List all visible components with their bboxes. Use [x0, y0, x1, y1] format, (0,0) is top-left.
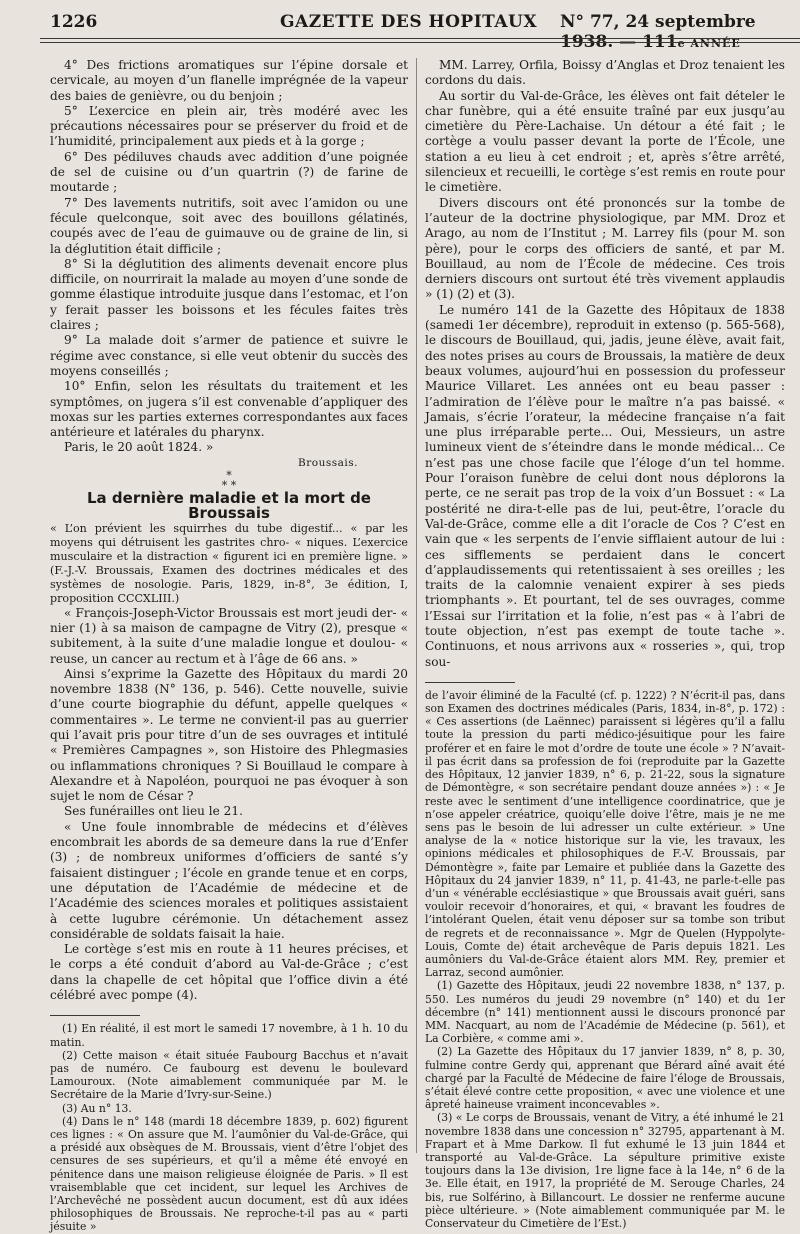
footnote-4: (4) Dans le n° 148 (mardi 18 décembre 1839, p. 602) figurent ces lignes : « On assure que M. l’aumônier du Val-de-Grâce, qui a présidé aux obsèques de M. Broussais, vient d’être l’objet des censures de ses supérieurs, et qu’il a même été envoyé en pénitence dans une maison religieuse éloignée de Paris. » Il est vraisemblable que cet incident, sur lequel les Archives de l’Archevêché ne possèdent aucun document, est dû aux idées philosophiques de Broussais. Ne reproche-t-il pas au « parti jésuite »	[50, 1114, 408, 1234]
footnote-1: (1) En réalité, il est mort le samedi 17 novembre, à 1 h. 10 du matin.	[50, 1022, 408, 1049]
asterism: * * *	[221, 469, 237, 493]
journal-title: GAZETTE DES HOPITAUX	[280, 12, 538, 32]
issue-date	[560, 12, 795, 52]
issue-year-suffix: e ANNÉE	[677, 37, 741, 50]
right-paragraph-4: Le numéro 141 de la Gazette des Hôpitaux de 1838 (samedi 1er décembre), reproduit in extenso (p. 565-568), le discours de Bouillaud, qui, jadis, jeune élève, avait fait, des notes prises au cours de Broussais, la matière de deux beaux volumes, aujourd’hui en possession du professeur Maurice Villaret. Les années ont eu beau passer : l’admiration de l’élève pour le maître n’a pas baissé. « Jamais, s’écrie l’orateur, la médecine française n’a fait une plus irréparable perte... Oui, Messieurs, un astre lumineux vient de s’éteindre dans le monde médical... Ce n’est pas une chose facile que l’éloge d’un tel homme. Pour l’oraison funèbre de celui dont nous déplorons la perte, ce ne serait pas trop de la voix d’un Bossuet : « La postérité ne dira-t-elle pas de lui, peut-être, l’oracle du Val-de-Grâce, comme elle a dit l’oracle de Cos ? C’est en vain que « les serpents de l’envie sifflaient autour de lui : ces sifflements se perdaient dans le concert d’applaudissements qui retentissaient à ses oreilles ; les traits de la calomnie venaient expirer à ses pieds triomphants ». Et pourtant, tel de ses ouvrages, comme l’Essai sur l’irritation et la folie, n’est pas « à l’abri de toute objection, n’est pas exempt de toute tache ». Continuons, et nous arrivons aux « rosseries », qui, trop sou-	[425, 302, 785, 669]
footnote-3: (3) Au n° 13.	[62, 1101, 132, 1115]
footnote-2: (2) Cette maison « était située Faubourg Bacchus et n’avait pas de numéro. Ce faubourg est devenu le boulevard Lamouroux. (Note aimablement communiquée par M. le Secrétaire de la Marie d’Ivry-sur-Seine.)	[50, 1048, 408, 1102]
item-5: 5° L’exercice en plein air, très modéré avec les précautions nécessaires pour se préserver du froid et de l’humidité, principalement aux pieds et à la gorge ;	[50, 103, 408, 149]
page-number: 1226	[50, 12, 98, 32]
right-paragraph-3: Divers discours ont été prononcés sur la tombe de l’auteur de la doctrine physiologique, par MM. Droz et Arago, au nom de l’Institut ; M. Larrey fils (pour M. son père), pour le corps des officiers de santé, et par M. Bouillaud, au nom de l’École de médecine. Ces trois derniers discours ont surtout été très vivement applaudis » (1) (2) et (3).	[425, 195, 785, 302]
right-footnotes	[425, 689, 785, 1230]
epigraph: « L’on prévient les squirrhes du tube digestif... « par les moyens qui détruisent les gastrites chro- « niques. L’exercice musculaire et la distraction « figurent ici en première ligne. » (F.-J.-V. Broussais, Examen des doctrines médicales et des systèmes de nosologie. Paris, 1829, in-8°, 3e édition, I, proposition CCCXLIII.)	[50, 521, 408, 605]
right-paragraph-1: MM. Larrey, Orfila, Boissy d’Anglas et Droz tenaient les cordons du dais.	[425, 58, 785, 88]
body-paragraph-5: Le cortège s’est mis en route à 11 heures précises, et le corps a été conduit d’abord au Val-de-Grâce ; c’est dans la chapelle de cet hôpital que l’office divin a été célébré avec pompe (4).	[50, 942, 408, 1003]
footnote-r3: (3) « Le corps de Broussais, venant de Vitry, a été inhumé le 21 novembre 1838 dans une concession n° 32795, appartenant à M. Frapart et à Mme Darkow. Il fut exhumé le 13 juin 1844 et transporté au Val-de-Grâce. La sépulture primitive existe toujours dans la 13e division, 1re ligne face à la 14e, n° 6 de la 3e. Elle était, en 1917, la propriété de M. Serouge Charles, 24 bis, rue Solférino, à Billancourt. Le dossier ne renferme aucune pièce ultérieure. » (Note aimablement communiquée par M. le Conservateur du Cimetière de l’Est.)	[425, 1111, 785, 1230]
item-6: 6° Des pédiluves chauds avec addition d’une poignée de sel de cuisine ou d’un quartrin (?) de farine de moutarde ;	[50, 149, 408, 195]
item-10: 10° Enfin, selon les résultats du traitement et les symptômes, on jugera s’il est convenable d’appliquer des moxas sur les parties externes correspondantes aux faces antérieure et latérales du pharynx.	[50, 379, 408, 440]
signature-broussais: Broussais.	[298, 456, 358, 469]
right-column	[425, 58, 785, 1230]
item-9: 9° La malade doit s’armer de patience et suivre le régime avec constance, si elle veut obtenir du succès des moyens conseillés ;	[50, 333, 408, 378]
left-column	[50, 58, 408, 1234]
item-4: 4° Des frictions aromatiques sur l’épine dorsale et cervicale, au moyen d’un flanelle imprégnée de la vapeur des baies de genièvre, ou du benjoin ;	[50, 58, 408, 103]
issue-date-text: N° 77, 24 septembre 1938. — 111	[560, 12, 756, 52]
right-paragraph-2: Au sortir du Val-de-Grâce, les élèves ont fait dételer le char funèbre, qui a été ensuite traîné par eux jusqu’au cimetière du Père-Lachaise. Un détour a été fait ; le cortège a voulu passer devant la porte de l’École, une station a eu lieu à cet endroit ; et, après s’être arrêté, silencieux et recueilli, le cortège s’est remis en route pour le cimetière.	[425, 88, 785, 195]
item-7: 7° Des lavements nutritifs, soit avec l’amidon ou une fécule quelconque, soit avec des bouillons gélatinés, coupés avec de l’eau de guimauve ou de graine de lin, si la déglutition était difficile ;	[50, 195, 408, 256]
page-header	[40, 8, 795, 52]
left-footnotes	[50, 1022, 408, 1233]
section-title: La dernière maladie et la mort de Broussais	[87, 489, 371, 523]
body-paragraph-3: Ses funérailles ont lieu le 21.	[64, 804, 243, 819]
right-footnote-separator	[425, 682, 515, 683]
footnote-continuation: de l’avoir éliminé de la Faculté (cf. p. 1222) ? N’écrit-il pas, dans son Examen des doctrines médicales (Paris, 1834, in-8°, p. 172) : « Ces assertions (de Laënnec) paraissent si légères qu’il a fallu toute la pression du parti médico-jésuitique pour les faire proférer et en faire le mot d’ordre de toute une école » ? N’avait-il pas écrit dans sa profession de foi (reproduite par la Gazette des Hôpitaux, 12 janvier 1839, n° 6, p. 21-22, sous la signature de Démontègre, « son secrétaire pendant douze années ») : « Je reste avec le sentiment d’une intelligence coordinatrice, que je n’ose appeler créatrice, quoiqu’elle doive l’être, mais je ne me sens pas le besoin de lui adresser un culte extérieur. » Une analyse de la « notice historique sur la vie, les travaux, les opinions médicales et philosophiques de F.-V. Broussais, par Démontègre », faite par Lemaire et publiée dans la Gazette des Hôpitaux du 24 janvier 1839, n° 11, p. 41-43, ne parle-t-elle pas d’un « vénérable ecclésiastique » que Broussais avait guéri, sans vouloir recevoir d’honoraires, et qui, « bravant les foudres de l’intolérant Quelen, était venu déposer sur sa tombe son tribut de regrets et de reconnaissance ». Mgr de Quelen (Hyppolyte-Louis, Comte de) était archevêque de Paris depuis 1821. Les aumôniers du Val-de-Grâce étaient alors MM. Rey, premier et Larraz, second aumônier.	[425, 688, 785, 980]
item-8: 8° Si la déglutition des aliments devenait encore plus difficile, on nourrirait la malade au moyen d’une sonde de gomme élastique introduite jusque dans l’estomac, et l’on y ferait passer les boissons et les fécules faites très claires ;	[50, 256, 408, 333]
footnote-r2: (2) La Gazette des Hôpitaux du 17 janvier 1839, n° 8, p. 30, fulmine contre Gerdy qui, apprenant que Bérard aîné avait été chargé par la Faculté de Médecine de faire l’éloge de Broussais, s’était élevé contre cette proposition, « avec une violence et une âpreté haineuse vraiment inconcevables ».	[425, 1045, 785, 1112]
footnote-r1: (1) Gazette des Hôpitaux, jeudi 22 novembre 1838, n° 137, p. 550. Les numéros du jeudi 29 novembre (n° 140) et du 1er décembre (n° 141) mentionnent aussi le discours prononcé par MM. Nacquart, au nom de l’Académie de Médecine (p. 561), et La Corbière, « comme ami ».	[425, 979, 785, 1046]
header-rule-top	[40, 38, 800, 39]
body-paragraph-1: « François-Joseph-Victor Broussais est mort jeudi der- « nier (1) à sa maison de campagne de Vitry (2), presque « subitement, à la suite d’une maladie longue et doulou- « reuse, un cancer au rectum et à l’âge de 66 ans. »	[50, 605, 408, 666]
footnote-separator	[50, 1015, 140, 1016]
header-rule-bottom	[40, 42, 800, 43]
column-divider	[416, 58, 417, 1153]
place-date-line: Paris, le 20 août 1824. »	[64, 440, 214, 455]
body-paragraph-2: Ainsi s’exprime la Gazette des Hôpitaux du mardi 20 novembre 1838 (N° 136, p. 546). Cette nouvelle, suivie d’une courte biographie du défunt, appelle quelques « commentaires ». Le terme ne convient-il pas au guerrier qui l’avait pris pour titre d’un de ses ouvrages et intitulé « Premières Campagnes », son Histoire des Phlegmasies ou inflammations chroniques ? Si Bouillaud le compare à Alexandre et à Napoléon, pourquoi ne pas évoquer à son sujet le nom de César ?	[50, 666, 408, 804]
body-paragraph-4: « Une foule innombrable de médecins et d’élèves encombrait les abords de sa demeure dans la rue d’Enfer (3) ; de nombreux uniformes d’officiers de santé s’y faisaient distinguer ; l’école en grande tenue et en corps, une députation de l’Académie de médecine et de l’Académie des sciences morales et politiques assistaient à cette lugubre cérémonie. Un détachement assez considérable de soldats faisait la haie.	[50, 819, 408, 941]
